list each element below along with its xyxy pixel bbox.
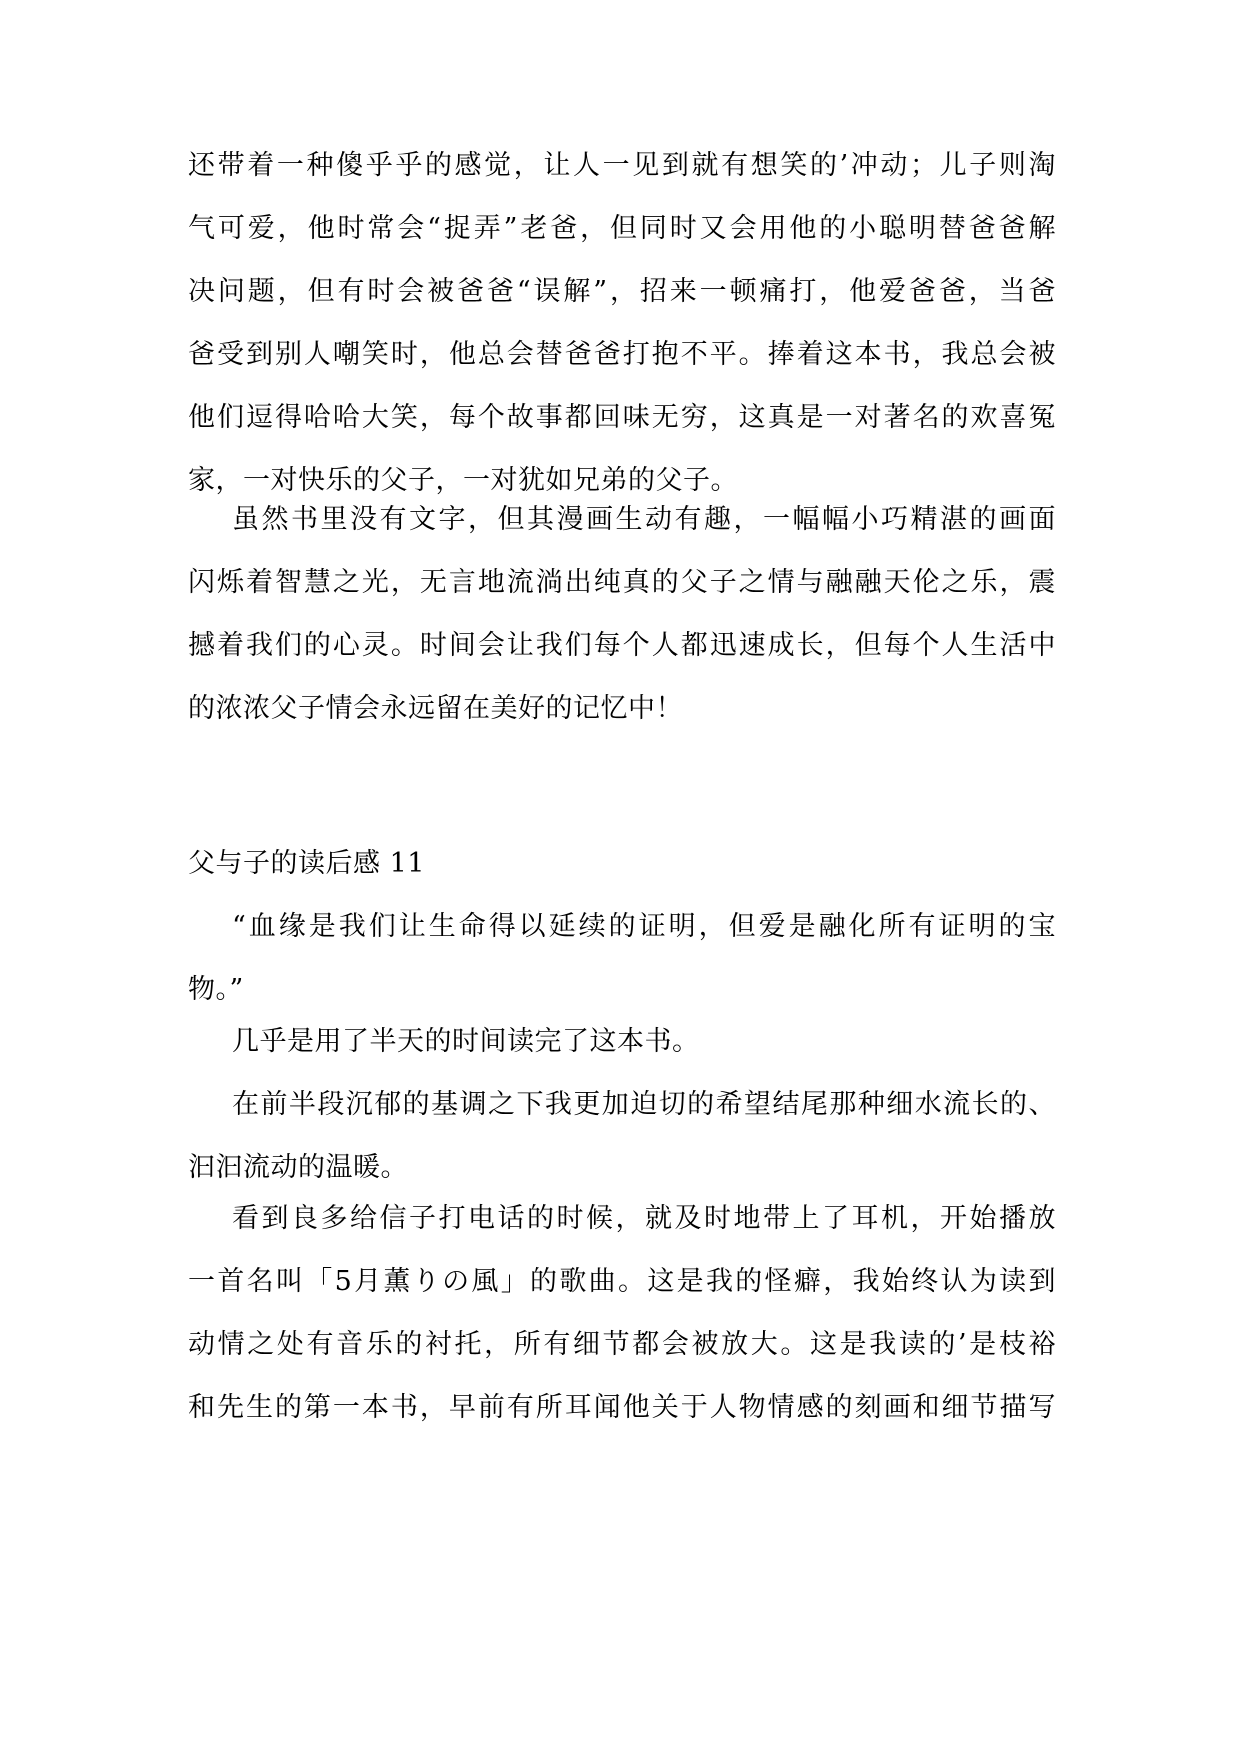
text-line: 看到良多给信子打电话的时候，就及时地带上了耳机，开始播放 — [232, 1203, 1056, 1234]
paragraph — [188, 1187, 1056, 1439]
section-heading — [188, 832, 1056, 895]
text-line: 在前半段沉郁的基调之下我更加迫切的希望结尾那种细水流长的、 — [232, 1089, 1056, 1120]
text-line: 决问题，但有时会被爸爸“误解”，招来一顿痛打，他爱爸爸，当爸 — [188, 276, 1056, 307]
text-line: 还带着一种傻乎乎的感觉，让人一见到就有想笑的’冲动；儿子则淘 — [188, 150, 1056, 181]
text-line: 虽然书里没有文字，但其漫画生动有趣，一幅幅小巧精湛的画面 — [232, 504, 1056, 535]
text-line: 几乎是用了半天的时间读完了这本书。 — [232, 1026, 700, 1057]
paragraph — [188, 488, 1056, 740]
text-line: 的浓浓父子情会永远留在美好的记忆中！ — [188, 693, 683, 724]
text-line: 家，一对快乐的父子，一对犹如兄弟的父子。 — [188, 465, 738, 496]
section-title: 父与子的读后感 11 — [188, 848, 425, 879]
text-line: 气可爱，他时常会“捉弄”老爸，但同时又会用他的小聪明替爸爸解 — [188, 213, 1056, 244]
text-line: 动情之处有音乐的衬托，所有细节都会被放大。这是我读的’是枝裕 — [188, 1329, 1056, 1360]
paragraph — [188, 1073, 1056, 1199]
text-line: 他们逗得哈哈大笑，每个故事都回味无穷，这真是一对著名的欢喜冤 — [188, 402, 1056, 433]
paragraph — [188, 1010, 1056, 1073]
text-line: “血缘是我们让生命得以延续的证明，但爱是融化所有证明的宝 — [232, 911, 1056, 942]
paragraph-continued — [188, 134, 1056, 512]
text-line: 物。” — [188, 974, 244, 1005]
quote-paragraph — [188, 895, 1056, 1021]
text-line: 爸受到别人嘲笑时，他总会替爸爸打抱不平。捧着这本书，我总会被 — [188, 339, 1056, 370]
text-line: 撼着我们的心灵。时间会让我们每个人都迅速成长，但每个人生活中 — [188, 630, 1056, 661]
text-line: 和先生的第一本书，早前有所耳闻他关于人物情感的刻画和细节描写 — [188, 1392, 1056, 1423]
text-line: 汩汩流动的温暖。 — [188, 1152, 408, 1183]
text-line: 闪烁着智慧之光，无言地流淌出纯真的父子之情与融融天伦之乐，震 — [188, 567, 1056, 598]
text-line: 一首名叫「5月薫りの風」的歌曲。这是我的怪癖，我始终认为读到 — [188, 1266, 1056, 1297]
